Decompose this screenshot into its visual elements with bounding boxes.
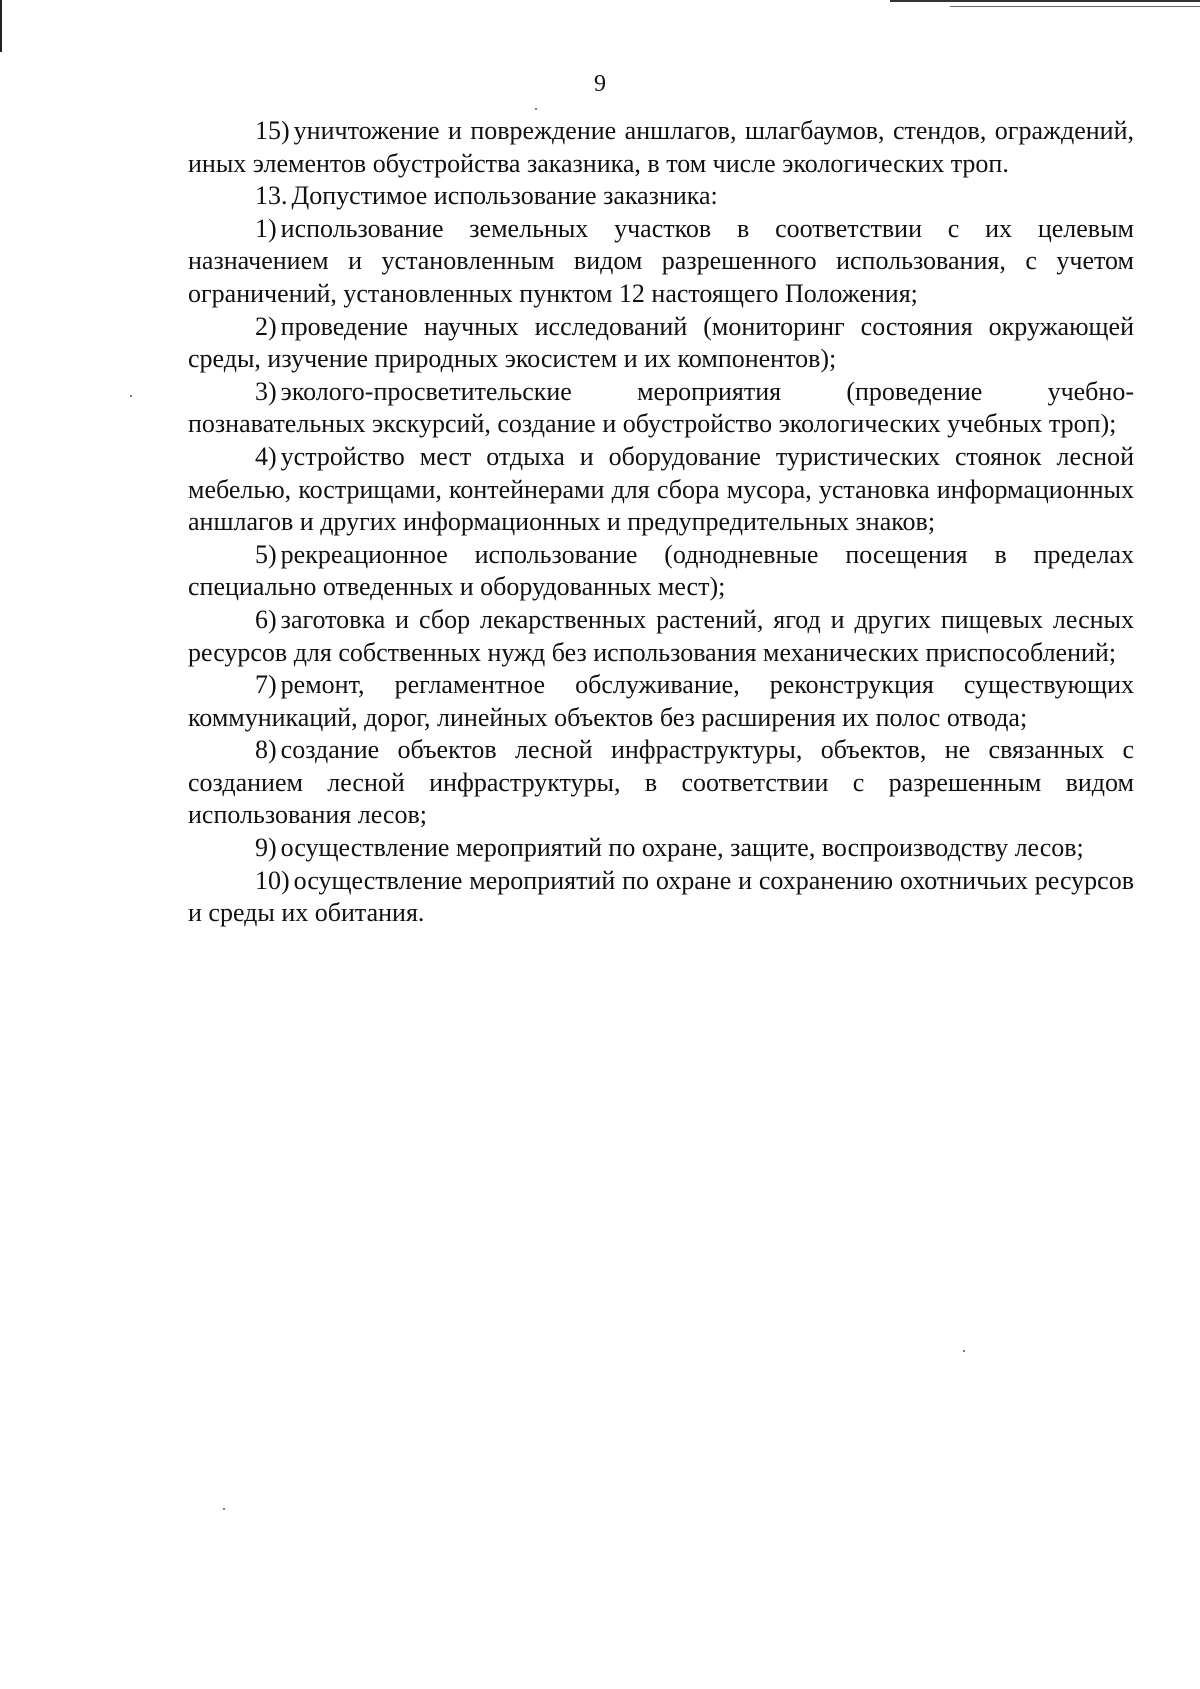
paragraph-text: заготовка и сбор лекарственных растений, ягод и других пищевых лесных ресурсов для собственных нужд без использования механических приспособлений; [188,604,1134,667]
paragraph-number: 6) [255,604,277,634]
paragraph-item-4 [188,441,1134,539]
scan-speck [963,1350,965,1352]
paragraph-text: проведение научных исследований (мониторинг состояния окружающей среды, изучение природных экосистем и их компонентов); [188,311,1134,374]
paragraph-text: осуществление мероприятий по охране, защите, воспроизводству лесов; [280,833,1084,863]
paragraph-item-7 [188,669,1134,734]
paragraph-item-9 [188,832,1134,865]
paragraph-item-2 [188,311,1134,376]
section-title: Допустимое использование заказника: [291,181,718,211]
section-number: 13. [255,181,288,211]
paragraph-text: ремонт, регламентное обслуживание, реконструкция существующих коммуникаций, дорог, линейных объектов без расширения их полос отвода; [188,670,1134,732]
paragraph-number: 8) [255,735,277,765]
paragraph-text: устройство мест отдыха и оборудование туристических стоянок лесной мебелью, кострищами, контейнерами для сбора мусора, установка информационных аншлагов и других информационных и предупредительных знаков; [188,441,1134,537]
paragraph-text: осуществление мероприятий по охране и сохранению охотничьих ресурсов и среды их обитания. [188,865,1134,928]
paragraph-text: использование земельных участков в соответствии с их целевым назначением и установленным видом разрешенного использования, с учетом ограничений, установленных пунктом 12 настоящего Положения; [188,213,1134,308]
paragraph-number: 1) [255,213,277,243]
scan-speck [223,1508,225,1510]
paragraph-number: 7) [255,670,277,700]
scan-edge-top-secondary [950,6,1200,7]
paragraph-number: 4) [255,441,277,471]
document-body [188,115,1134,930]
page-number: 9 [594,71,606,97]
scan-edge-left [0,0,2,52]
paragraph-item-8 [188,734,1134,832]
paragraph-number: 5) [255,539,277,569]
scan-speck [130,395,132,397]
paragraph-number: 3) [255,376,277,406]
paragraph-text: рекреационное использование (однодневные посещения в пределах специально отведенных и оборудованных мест); [188,539,1134,602]
paragraph-item-1 [188,213,1134,311]
paragraph-item-5 [188,539,1134,604]
paragraph-item-10 [188,865,1134,930]
paragraph-text: уничтожение и повреждение аншлагов, шлагбаумов, стендов, ограждений, иных элементов обустройства заказника, в том числе экологических троп. [188,116,1134,178]
paragraph-number: 10) [255,865,290,895]
paragraph-number: 15) [255,116,290,145]
paragraph-item-6 [188,604,1134,669]
scan-speck [535,108,537,110]
section-heading-13 [188,180,1134,213]
paragraph-number: 2) [255,311,277,341]
paragraph-item-15 [188,115,1134,180]
scan-edge-top [890,0,1200,2]
paragraph-number: 9) [255,833,277,863]
paragraph-text: эколого-просветительские мероприятия (проведение учебно-познавательных экскурсий, создание и обустройство экологических учебных троп); [188,376,1134,439]
paragraph-text: создание объектов лесной инфраструктуры, объектов, не связанных с созданием лесной инфраструктуры, в соответствии с разрешенным видом использования лесов; [188,735,1134,830]
paragraph-item-3 [188,376,1134,441]
